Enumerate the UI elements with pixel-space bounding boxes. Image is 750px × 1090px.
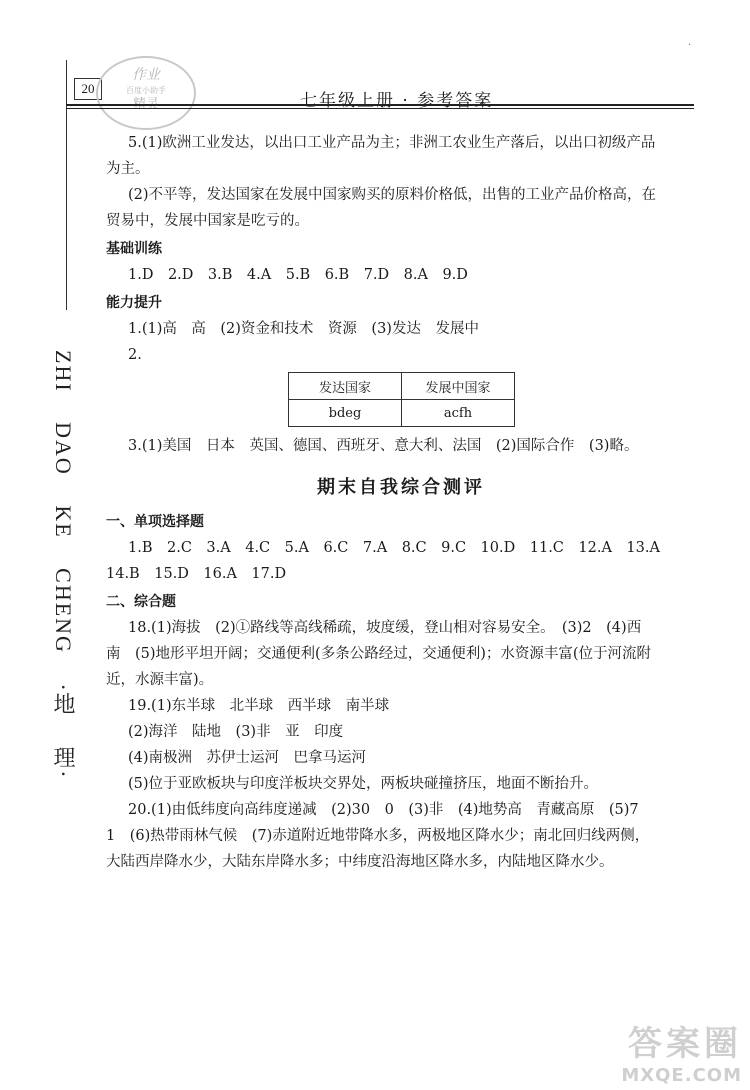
corner-mark: · bbox=[688, 40, 692, 51]
answer-line: (5)位于亚欧板块与印度洋板块交界处，两板块碰撞挤压，地面不断抬升。 bbox=[128, 776, 599, 792]
answer-line: (2)海洋 陆地 (3)非 亚 印度 bbox=[128, 724, 344, 740]
subsection-heading: 能力提升 bbox=[106, 295, 162, 311]
answer-line: 大陆西岸降水少，大陆东岸降水多；中纬度沿海地区降水多，内陆地区降水少。 bbox=[106, 854, 614, 870]
section-title: 期末自我综合测评 bbox=[317, 477, 485, 498]
subsection-heading: 基础训练 bbox=[106, 241, 162, 257]
answer-line: 20.(1)由低纬度向高纬度递减 (2)30 0 (3)非 (4)地势高 青藏高原 (5)7 bbox=[128, 802, 639, 818]
answer-line: 18.(1)海拔 (2)①路线等高线稀疏，坡度缓，登山相对容易安全。 (3)2 (4)西 bbox=[128, 620, 642, 636]
page-header-title: 七年级上册 · 参考答案 bbox=[300, 91, 494, 111]
table-cell: acfh bbox=[402, 400, 515, 427]
answer-content bbox=[106, 130, 696, 875]
subsection-heading: 二、综合题 bbox=[106, 594, 176, 610]
answer-line: 19.(1)东半球 北半球 西半球 南半球 bbox=[128, 698, 390, 714]
answer-line: 2. bbox=[128, 347, 142, 363]
answer-line: 5.(1)欧洲工业发达，以出口工业产品为主；非洲工农业生产落后，以出口初级产品 bbox=[128, 135, 656, 151]
header-rule bbox=[66, 104, 694, 106]
subsection-heading: 一、单项选择题 bbox=[106, 514, 204, 530]
answer-line: (4)南极洲 苏伊士运河 巴拿马运河 bbox=[128, 750, 367, 766]
answer-line: 贸易中，发展中国家是吃亏的。 bbox=[106, 213, 309, 229]
answer-line: 1.B 2.C 3.A 4.C 5.A 6.C 7.A 8.C 9.C 10.D 11.C 12.A 13.A bbox=[128, 540, 660, 556]
header-rule-thin bbox=[66, 108, 694, 109]
answer-line: 3.(1)美国 日本 英国、德国、西班牙、意大利、法国 (2)国际合作 (3)略。 bbox=[128, 438, 639, 454]
table-cell: bdeg bbox=[289, 400, 402, 427]
answer-line: (2)不平等，发达国家在发展中国家购买的原料价格低，出售的工业产品价格高，在 bbox=[128, 187, 657, 203]
table-header-cell: 发展中国家 bbox=[402, 373, 515, 400]
answer-line: 为主。 bbox=[106, 161, 150, 177]
answer-line: 南 (5)地形平坦开阔；交通便利(多条公路经过，交通便利)；水资源丰富(位于河流附 bbox=[106, 646, 652, 662]
site-watermark: 答案圈 MXQE.COM bbox=[621, 1024, 742, 1086]
answer-line: 1.(1)高 高 (2)资金和技术 资源 (3)发达 发展中 bbox=[128, 321, 479, 337]
table-row bbox=[289, 400, 515, 427]
stamp-watermark: 作业 百度小助手 精灵 bbox=[96, 56, 196, 130]
answer-line: 1 (6)热带雨林气候 (7)赤道附近地带降水多，两极地区降水少；南北回归线两侧， bbox=[106, 828, 650, 844]
answer-line: 近，水源丰富)。 bbox=[106, 672, 214, 688]
page-number: 20 bbox=[74, 78, 102, 100]
country-classification-table bbox=[288, 372, 515, 427]
left-margin-rule bbox=[66, 60, 67, 310]
table-header-row bbox=[289, 373, 515, 400]
answer-line: 1.D 2.D 3.B 4.A 5.B 6.B 7.D 8.A 9.D bbox=[128, 267, 468, 283]
answer-line: 14.B 15.D 16.A 17.D bbox=[106, 566, 287, 582]
table-header-cell: 发达国家 bbox=[289, 373, 402, 400]
side-vertical-text: ZHI DAO KE CHENG ·地 理· bbox=[51, 350, 76, 780]
